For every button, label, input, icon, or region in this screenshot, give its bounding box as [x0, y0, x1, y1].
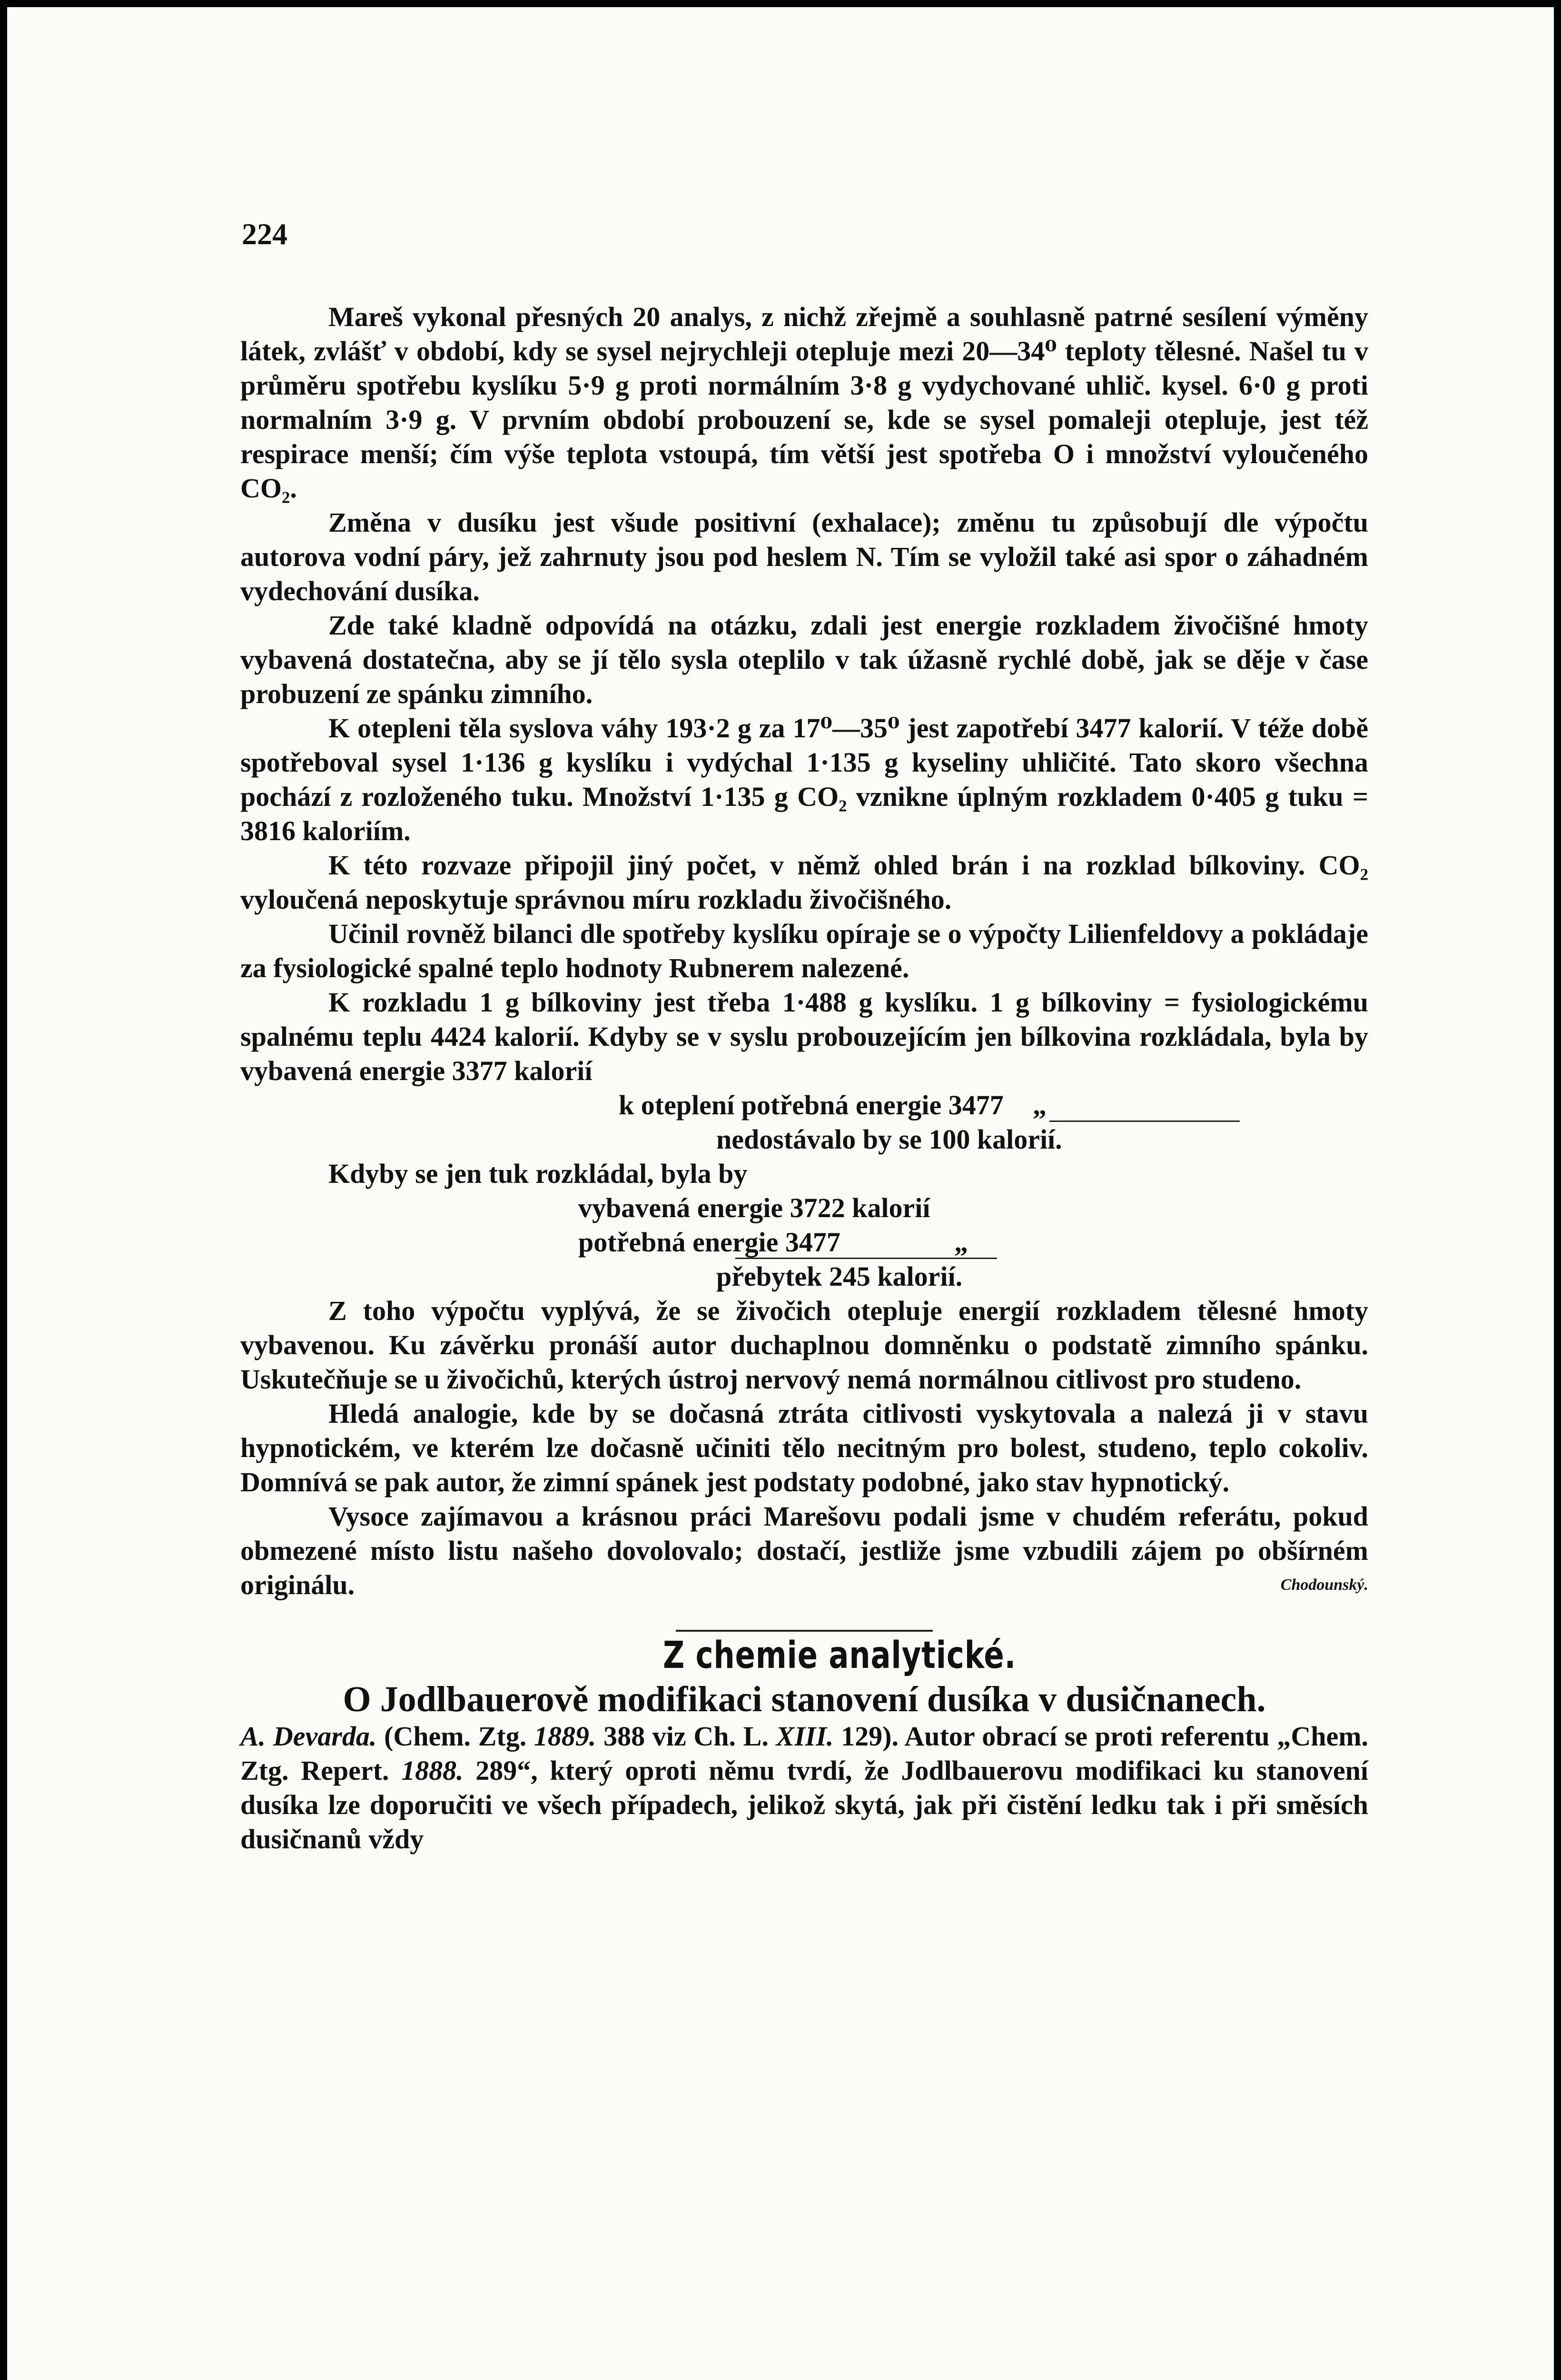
article-ref: 129). Autor obrací se proti referentu „Chem. Ztg. Repert.	[240, 1721, 1369, 1786]
paragraph: K této rozvaze připojil jiný počet, v němž ohled brán i na rozklad bílkoviny. CO₂ vyloučená neposkytuje správnou míru rozkladu živočišného.	[240, 850, 1368, 915]
article-author: A. Devarda.	[240, 1721, 377, 1752]
calc-text: k oteplení potřebná energie 3477	[619, 1090, 1004, 1121]
paragraph: K rozkladu 1 g bílkoviny jest třeba 1·488 g kyslíku. 1 g bílkoviny = fysiologickému spalnému teplu 4424 kalorií. Kdyby se v syslu probouzejícím jen bílkovina rozkládala, byla by vybavená energie 3377 kalorií	[240, 987, 1368, 1086]
calc-text: vybavená energie 3722 kalorií	[578, 1192, 930, 1223]
article-ref-year: 1888.	[401, 1755, 464, 1786]
article-ref-year: 1889.	[534, 1721, 596, 1752]
paragraph: Učinil rovněž bilanci dle spotřeby kyslíku opíraje se o výpočty Lilienfeldovy a pokládaje za fysiologické spalné teplo hodnoty Rubnerem nalezené.	[240, 918, 1368, 983]
calc-rule	[735, 1258, 997, 1259]
document-page	[7, 7, 1554, 2380]
calc-rule	[1049, 1121, 1240, 1122]
calc-line	[240, 1225, 1368, 1259]
article-body	[240, 1719, 1368, 1856]
calc-text: přebytek 245 kalorií.	[716, 1261, 963, 1292]
article	[240, 1679, 1368, 1856]
paragraph: Hledá analogie, kde by se dočasná ztráta citlivosti vyskytovala a nalezá ji v stavu hypnotickém, ve kterém lze dočasně učiniti tělo necitným pro bolest, studeno, teplo cokoliv. Domnívá se pak autor, že zimní spánek jest podstaty podobné, jako stav hypnotický.	[240, 1398, 1368, 1497]
article-ref: 388 viz Ch. L.	[603, 1721, 769, 1752]
page-number: 224	[242, 217, 287, 251]
final-paragraph-text: Vysoce zajímavou a krásnou práci Marešovu podali jsme v chudém referátu, pokud obmezené místo listu našeho dovolovalo; dostačí, jestliže jsme vzbudili zájem po obšírném originálu.	[240, 1501, 1368, 1600]
calc-line	[240, 1191, 1368, 1225]
calc-line	[240, 1088, 1368, 1122]
article-text: 289“, který oproti němu tvrdí, že Jodlbauerovu modifikaci ku stanovení dusíka lze doporučiti ve všech případech, jelikož skytá, jak při čistění ledku tak i při směsích dusičnanů vždy	[240, 1755, 1369, 1854]
paragraph: Mareš vykonal přesných 20 analys, z nichž zřejmě a souhlasně patrné sesílení výměny látek, zvlášť v období, kdy se sysel nejrychleji otepluje mezi 20—34⁰ teploty tělesné. Našel tu v průměru spotřebu kyslíku 5·9 g proti normálním 3·8 g vydychované uhlič. kysel. 6·0 g proti normalním 3·9 g. V prvním období probouzení se, kde se sysel pomaleji otepluje, jest též respirace menší; čím výše teplota vstoupá, tím větší jest spotřeba O i množství vyloučeného CO₂.	[240, 301, 1368, 504]
calc-ditto-mark: „	[1033, 1090, 1047, 1121]
paragraph	[240, 1499, 1368, 1602]
calc-text: potřebná energie 3477	[578, 1227, 840, 1258]
calc-line	[240, 1157, 1368, 1191]
calc-line	[240, 1259, 1368, 1294]
calc-ditto-mark: „	[954, 1227, 968, 1258]
calc-text: nedostávalo by se 100 kalorií.	[716, 1124, 1062, 1155]
paragraph: K otepleni těla syslova váhy 193·2 g za 17⁰—35⁰ jest zapotřebí 3477 kalorií. V téže době spotřeboval sysel 1·136 g kyslíku i vydýchal 1·135 g kyseliny uhličité. Tato skoro všechna pochází z rozloženého tuku. Množství 1·135 g CO₂ vznikne úplným rozkladem 0·405 g tuku = 3816 kaloriím.	[240, 713, 1368, 846]
paragraph: Změna v dusíku jest všude positivní (exhalace); změnu tu způsobují dle výpočtu autorova vodní páry, jež zahrnuty jsou pod heslem N. Tím se vyložil také asi spor o záhadném vydechování dusíka.	[240, 507, 1368, 606]
page-content	[240, 300, 1368, 1856]
section-title: Z chemie analytické.	[663, 1634, 1016, 1677]
paragraph: Zde také kladně odpovídá na otázku, zdali jest energie rozkladem živočišné hmoty vybavená dostatečna, aby se jí tělo sysla oteplilo v tak úžasně rychlé době, jak se děje v čase probuzení ze spánku zimního.	[240, 610, 1368, 709]
article-ref-volume: XIII.	[776, 1721, 834, 1752]
article-title: O Jodlbauerově modifikaci stanovení dusíka v dusičnanech.	[343, 1679, 1266, 1719]
signature: Chodounský.	[1280, 1576, 1368, 1594]
calc-line	[240, 1122, 1368, 1157]
paragraph: Z toho výpočtu vyplývá, že se živočich otepluje energií rozkladem tělesné hmoty vybavenou. Ku závěrku pronáší autor duchaplnou domněnku o podstatě zimního spánku. Uskutečňuje se u živočichů, kterých ústroj nervový nemá normálnou citlivost pro studeno.	[240, 1295, 1368, 1395]
article-ref: (Chem. Ztg.	[384, 1721, 527, 1752]
calc-text: Kdyby se jen tuk rozkládal, byla by	[328, 1158, 748, 1189]
